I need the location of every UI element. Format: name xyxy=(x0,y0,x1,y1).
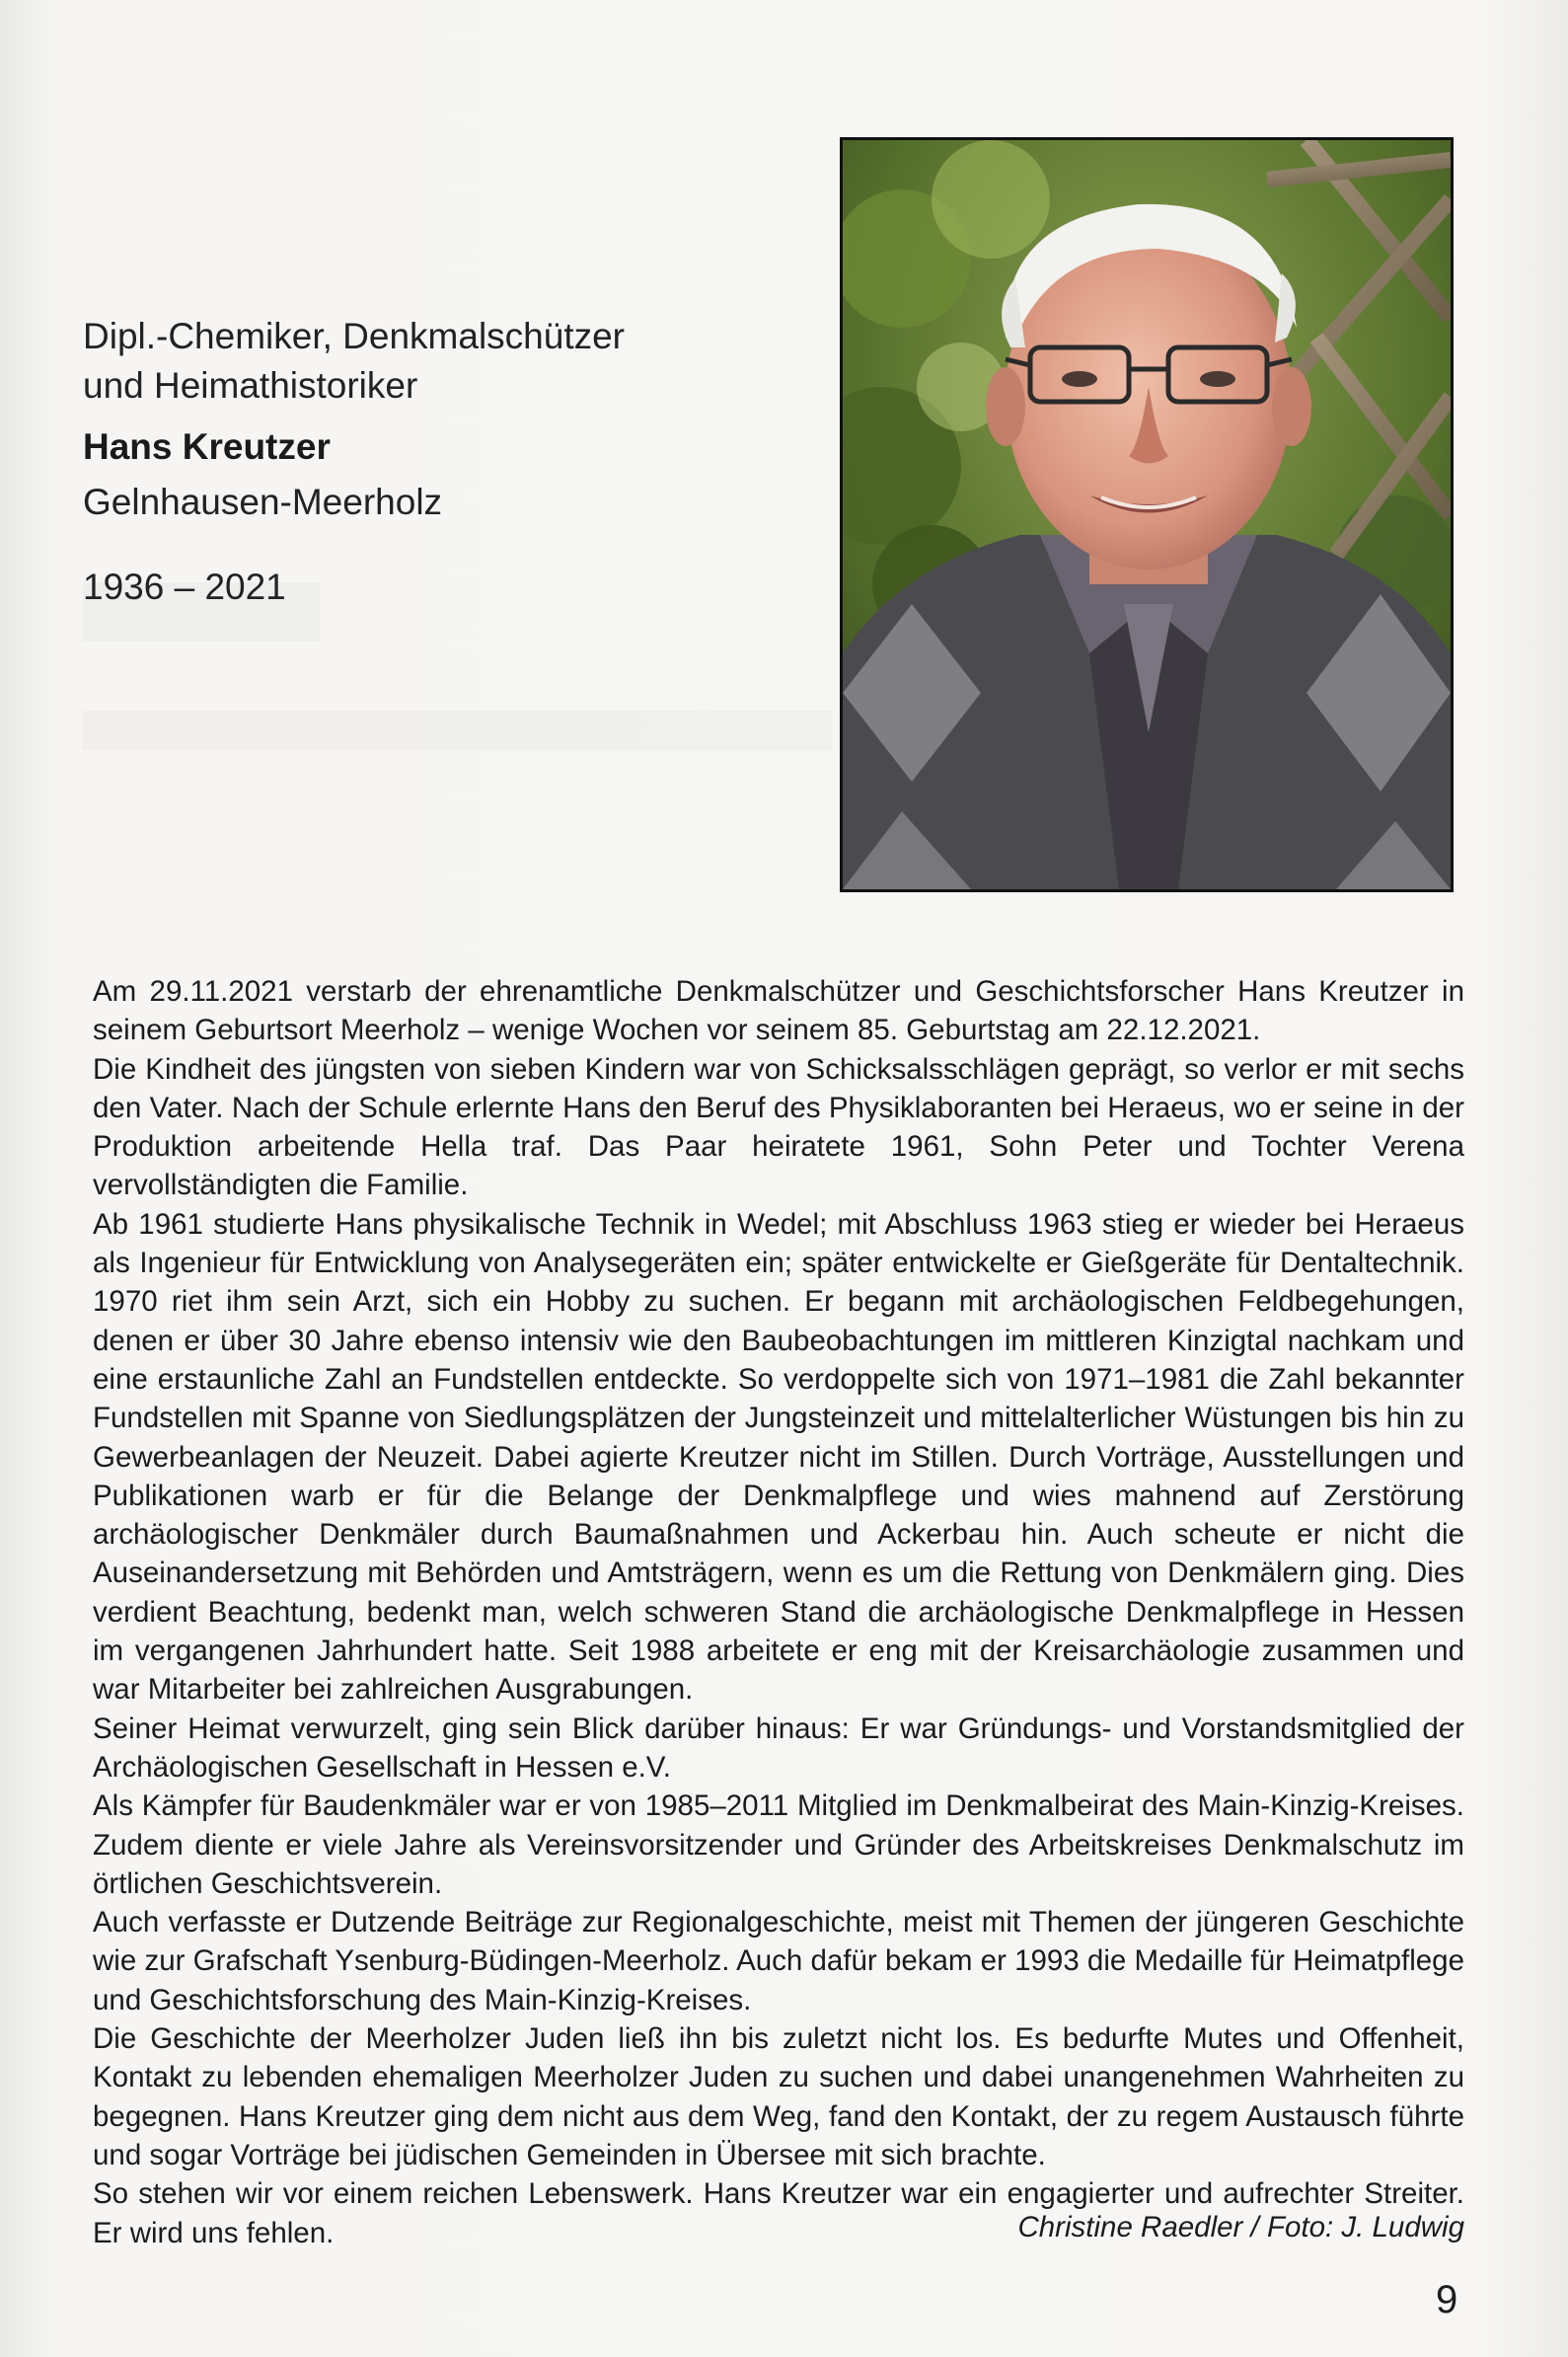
paragraph-3: Ab 1961 studierte Hans physikalische Technik in Wedel; mit Abschluss 1963 stieg er wieder bei Heraeus als Ingenieur für Entwicklung von Analysegeräten ein; später entwickelte er Gießgeräte für Dentaltechnik. 1970 riet ihm sein Arzt, sich ein Hobby zu suchen. Er begann mit archäologischen Feldbegehungen, denen er über 30 Jahre ebenso intensiv wie den Baubeobachtungen im mittleren Kinzigtal nachkam und eine erstaunliche Zahl an Fundstellen entdeckte. So verdoppelte sich von 1971–1981 die Zahl bekannter Fundstellen mit Spanne von Siedlungsplätzen der Jungsteinzeit und mittelalterlicher Wüstungen bis hin zu Gewerbeanlagen der Neuzeit. Dabei agierte Kreutzer nicht im Stillen. Durch Vorträge, Ausstellungen und Publikationen warb er für die Belange der Denkmalpflege und wies mahnend auf Zerstörung archäologischer Denkmäler durch Baumaßnahmen und Ackerbau hin. Auch scheute er nicht die Auseinandersetzung mit Behörden und Amtsträgern, wenn es um die Rettung von Denkmälern ging. Dies verdient Beachtung, bedenkt man, welch schweren Stand die archäologische Denkmalpflege in Hessen im vergangenen Jahrhundert hatte. Seit 1988 arbeitete er eng mit der Kreisarchäologie zusammen und war Mitarbeiter bei zahlreichen Ausgrabungen. xyxy=(93,1207,1464,1707)
place: Gelnhausen-Meerholz xyxy=(83,482,443,522)
paragraph-4: Seiner Heimat verwurzelt, ging sein Blick darüber hinaus: Er war Gründungs- und Vorstandsmitglied der Archäologischen Gesellschaft in Hessen e.V. xyxy=(93,1711,1464,1784)
article-body xyxy=(93,972,1464,2252)
page-number: 9 xyxy=(1436,2278,1458,2321)
portrait-photo xyxy=(840,137,1454,892)
author-credit: Christine Raedler / Foto: J. Ludwig xyxy=(1017,2211,1464,2243)
paragraph-5: Als Kämpfer für Baudenkmäler war er von 1985–2011 Mitglied im Denkmalbeirat des Main-Kinzig-Kreises. Zudem diente er viele Jahre als Vereinsvorsitzender und Gründer des Arbeitskreises Denkmalschutz im örtlichen Geschichtsverein. xyxy=(93,1789,1464,1900)
person-name: Hans Kreutzer xyxy=(83,426,331,467)
paragraph-2: Die Kindheit des jüngsten von sieben Kindern war von Schicksalsschlägen geprägt, so verlor er mit sechs den Vater. Nach der Schule erlernte Hans den Beruf des Physiklaboranten bei Heraeus, wo er seine in der Produktion arbeitende Hella traf. Das Paar heiratete 1961, Sohn Peter und Tochter Verena vervollständigten die Familie. xyxy=(93,1052,1464,1202)
paragraph-7: Die Geschichte der Meerholzer Juden ließ ihn bis zuletzt nicht los. Es bedurfte Mutes und Offenheit, Kontakt zu lebenden ehemaligen Meerholzer Juden zu suchen und dabei unangenehmen Wahrheiten zu begegnen. Hans Kreutzer ging dem nicht aus dem Weg, fand den Kontakt, der zu regem Austausch führte und sogar Vorträge bei jüdischen Gemeinden in Übersee mit sich brachte. xyxy=(93,2022,1464,2171)
paragraph-6: Auch verfasste er Dutzende Beiträge zur Regionalgeschichte, meist mit Themen der jüngeren Geschichte wie zur Grafschaft Ysenburg-Büdingen-Meerholz. Auch dafür bekam er 1993 die Medaille für Heimatpflege und Geschichtsforschung des Main-Kinzig-Kreises. xyxy=(93,1906,1464,2016)
subtitle-line-2: und Heimathistoriker xyxy=(83,365,418,406)
header-block xyxy=(83,312,774,612)
life-years: 1936 – 2021 xyxy=(83,567,286,607)
portrait-illustration xyxy=(843,140,1451,889)
show-through-band xyxy=(83,711,833,750)
paragraph-1: Am 29.11.2021 verstarb der ehrenamtliche Denkmalschützer und Geschichtsforscher Hans Kreutzer in seinem Geburtsort Meerholz – wenige Wochen vor seinem 85. Geburtstag am 22.12.2021. xyxy=(93,975,1464,1047)
paragraph-8: So stehen wir vor einem reichen Lebenswerk. Hans Kreutzer war ein engagierter und aufrechter Streiter. Er wird uns fehlen. xyxy=(93,2177,1464,2249)
subtitle-line-1: Dipl.-Chemiker, Denkmalschützer xyxy=(83,316,626,356)
